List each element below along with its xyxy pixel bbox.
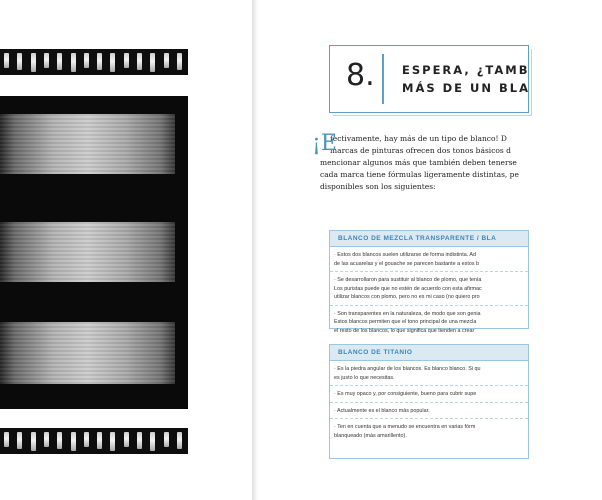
brushstroke-mark [137,432,142,449]
brushstroke-mark [177,432,182,449]
intro-paragraph [312,131,520,193]
list-item-line: · Actualmente es el blanco más popular. [334,407,430,414]
list-item-line: blanqueado (más amarillento). [334,432,407,439]
list-item-line: es justo lo que necesitas. [334,374,395,381]
list-item-line: Los puristas puede que no estén de acuerdo con esta afirmac [334,285,482,292]
brushstroke-mark [110,432,115,451]
list-item [330,403,528,420]
list-item-line: · Ten en cuenta que a menudo se encuentra en varias fórm [334,424,476,430]
brushstroke-mark [97,432,102,449]
brushstroke-mark [97,53,102,70]
book-gutter-shadow [252,0,258,500]
chapter-number: 8. [346,58,375,93]
chapter-title-line-1: ESPERA, ¿TAMB [402,63,530,77]
brushstroke-mark [17,432,22,449]
list-item-line: · Estos dos blancos suelen utilizarse de forma indistinta. Ad [334,252,477,258]
brushstroke-mark [150,432,155,451]
chapter-title-line-2: MÁS DE UN BLA [402,81,530,95]
list-item [330,247,528,272]
brushstroke-mark [31,432,36,451]
intro-line-5: disponibles son los siguientes: [320,182,436,191]
info-box-title: BLANCO DE MEZCLA TRANSPARENTE / BLA [338,235,497,242]
brushstroke-mark [84,53,89,68]
brushstroke-mark [124,432,129,447]
right-page [252,0,530,500]
info-box-titanium-white [329,344,529,459]
brushstroke-mark [124,53,129,68]
intro-line-1: fectivamente, hay más de un tipo de blanco! D [330,134,507,143]
brushstroke-strip-bottom [0,428,188,454]
brushstroke-mark [4,53,9,68]
list-item [330,419,528,443]
brushstroke-mark [71,53,76,72]
brushstroke-mark [44,432,49,447]
intro-line-4: cada marca tiene fórmulas ligeramente distintas, pe [320,170,519,179]
brushstroke-mark [164,432,169,447]
brushstroke-mark [4,432,9,447]
brushstroke-mark [44,53,49,68]
list-item-line: · Se desarrollaron para sustituir al blanco de plomo, que tenía [334,277,482,283]
list-item [330,306,528,339]
intro-line-3: mencionar algunos más que también deben tenerse [320,158,517,167]
chapter-title [402,61,602,97]
list-item-line: · Es muy opaco y, por consiguiente, bueno para cubrir supe [334,391,477,397]
list-item-line: · Es la piedra angular de los blancos. Es blanco blanco. Si qu [334,366,481,372]
brushstroke-mark [110,53,115,72]
info-box-header [330,231,528,247]
list-item-line: Estos blancos permiten que el tono principal de una mezcla [334,319,477,325]
intro-line-2: marcas de pinturas ofrecen dos tonos básicos d [330,146,511,155]
brushstroke-mark [57,432,62,449]
list-item [330,386,528,403]
brushstroke-mark [137,53,142,70]
list-item-line: el resto de los blancos, lo que significa que tienden a crear [334,327,475,334]
paint-swatch-2 [0,222,175,282]
list-item-line: · Son transparentes en la naturaleza, de modo que son genia [334,310,481,317]
paint-swatch-3 [0,322,175,384]
left-page [0,0,252,500]
list-item [330,272,528,306]
list-item-line: utilizar blancos con plomo, pero no es mi caso (no quiero pro [334,294,480,300]
brushstroke-mark [164,53,169,68]
brushstroke-mark [71,432,76,451]
info-box-header [330,345,528,361]
drop-cap: ¡E [312,131,337,156]
brushstroke-mark [17,53,22,70]
list-item [330,361,528,386]
chapter-divider [382,54,384,104]
brushstroke-mark [177,53,182,70]
chapter-heading-box [329,45,529,113]
info-box-mixing-white [329,230,529,334]
brushstroke-mark [57,53,62,70]
brushstroke-mark [31,53,36,72]
brushstroke-mark [150,53,155,72]
white-paint-swatches-image [0,96,188,409]
list-item-line: de las acuarelas y el gouache se parecen bastante a estos b [334,260,480,267]
info-box-title: BLANCO DE TITANIO [338,349,413,356]
brushstroke-mark [84,432,89,447]
brushstroke-strip-top [0,49,188,75]
paint-swatch-1 [0,114,175,174]
